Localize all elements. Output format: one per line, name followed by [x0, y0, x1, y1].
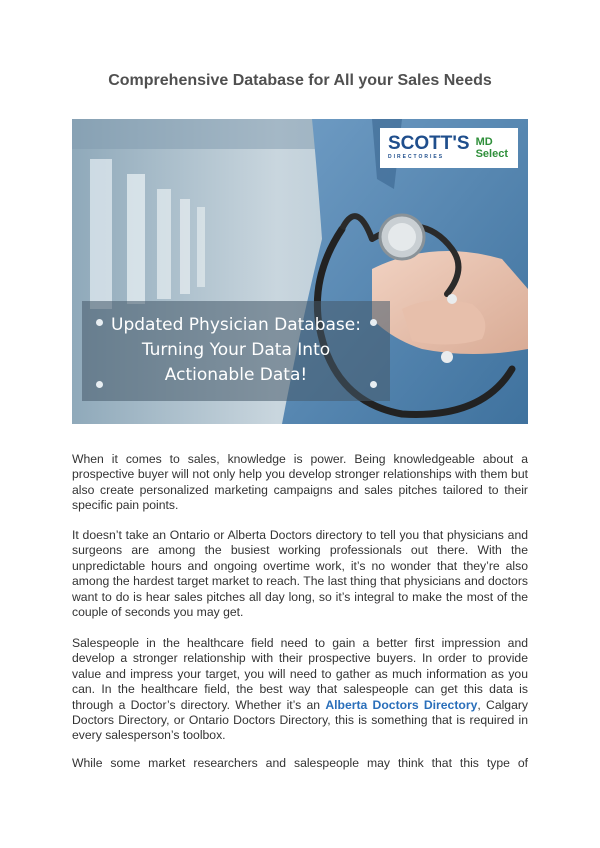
corner-dot [370, 319, 377, 326]
alberta-doctors-directory-link[interactable]: Alberta Doctors Directory [325, 697, 478, 712]
corner-dot [96, 381, 103, 388]
paragraph-text: Salespeople in the healthcare field need to gain a better first impression and develop a stronger relationship with their prospective buyers. In order to provide value and impress your target, you will need to gather as much information as you can. In the healthcare field, the best way that salespeople can get this data is through a Doctor’s directory. Whether it’s an [72, 636, 528, 712]
hero-image [72, 119, 528, 424]
paragraph [72, 636, 528, 744]
logo-product: MD Select [475, 136, 508, 160]
paragraph-text: , Calgary Doctors Directory, or Ontario Doctors Directory, this is something that is required in every salesperson’s toolbox. [72, 697, 529, 743]
page-title: Comprehensive Database for All your Sales Needs [108, 72, 492, 89]
corner-dot [370, 381, 377, 388]
logo-sub: DIRECTORIES [388, 153, 445, 160]
logo-brand: SCOTT'S [388, 132, 470, 154]
caption-line: Turning Your Data Into [141, 340, 331, 360]
paragraph: It doesn’t take an Ontario or Alberta Doctors directory to tell you that physicians and surgeons are among the busiest working professionals out there. With the unpredictable hours and ongoing overtime work, it’s no wonder that they’re also among the hardest target market to reach. The last thing that physicians and doctors want to do is hear sales pitches all day long, so it’s integral to make the most of the couple of seconds you may get. [72, 528, 528, 620]
scotts-directories-logo [380, 128, 518, 168]
paragraph: When it comes to sales, knowledge is power. Being knowledgeable about a prospective buyer will not only help you develop stronger relationships with them but also create personalized marketing campaigns and sales pitches tailored to their specific pain points. [72, 452, 528, 513]
caption-line: Actionable Data! [164, 365, 308, 385]
hero-caption [82, 301, 390, 401]
paragraph: While some market researchers and salespeople may think that this type of [72, 756, 528, 770]
corner-dot [96, 319, 103, 326]
caption-line: Updated Physician Database: [111, 315, 361, 335]
